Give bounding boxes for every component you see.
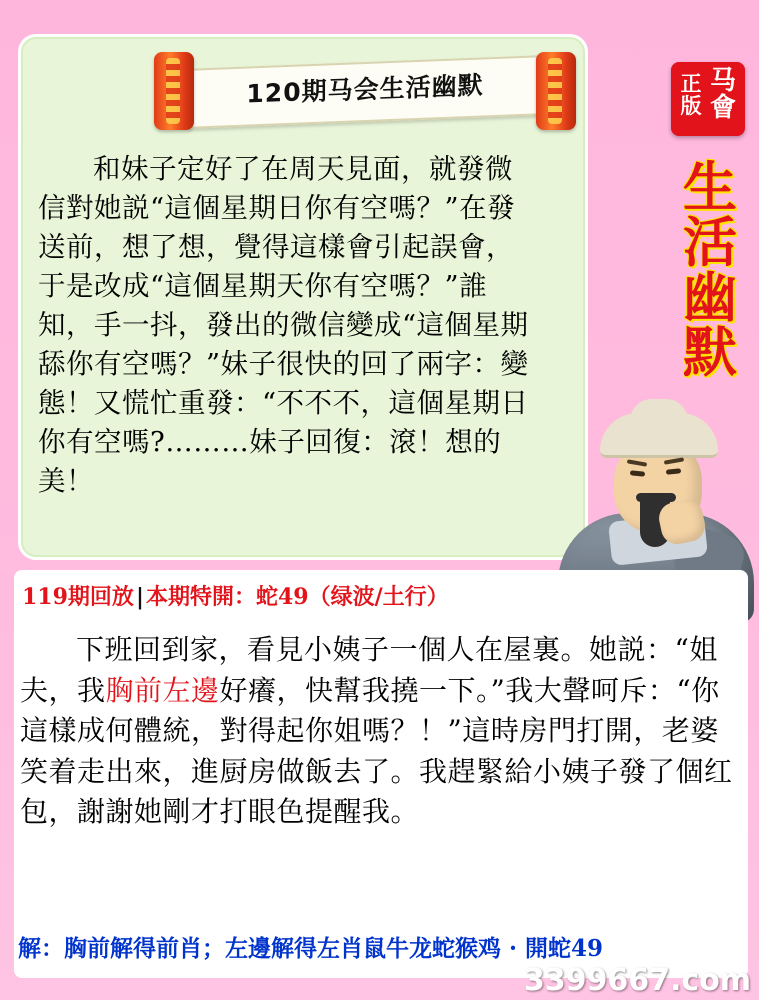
top-story-text: 和妹子定好了在周天見面，就發微信對她説“這個星期日你有空嗎？”在發送前，想了想，覺得這樣會引起誤會，于是改成“這個星期天你有空嗎？”誰知，手一抖，發出的微信變成“這個星期舔你有空嗎？”妹子很快的回了兩字：變態！又慌忙重發：“不不不，這個星期日你有空嗎?………妹子回復：滾！想的美！	[38, 153, 529, 498]
bottom-story-part1: 下班回到家，看見小姨子一個人在屋裏。她説：“姐夫，我	[20, 633, 718, 707]
bottom-story-highlight: 胸前左邊	[105, 673, 220, 707]
title-banner	[150, 48, 580, 134]
subhead-separator: |	[135, 584, 144, 610]
subhead-left-label: 119期回放	[22, 584, 134, 610]
official-stamp	[671, 62, 745, 136]
vertical-title-char-3: 默	[683, 321, 737, 385]
subhead-right-label: 本期特開：蛇49（绿波/土行）	[145, 584, 449, 610]
vertical-title	[677, 156, 743, 385]
vertical-title-char-0: 生	[683, 156, 737, 219]
figure-hat	[600, 413, 718, 458]
bottom-story-part2: 好癢，快幫我撓一下。”我大聲呵斥：“你這樣成何體統，對得起你姐嗎？！”這時房門打開，老婆笑着走出來，進厨房做飯去了。我趕緊給小姨子發了個红包，謝謝她剛才打眼色提醒我。	[20, 673, 733, 829]
stamp-line2: 马會	[709, 66, 736, 124]
site-watermark: 3399667.com	[523, 963, 751, 998]
banner-scroll-right-icon	[536, 52, 576, 130]
answer-line: 解：胸前解得前肖；左邊解得左肖鼠牛龙蛇猴鸡 · 開蛇49	[18, 935, 604, 962]
bottom-story-text	[20, 630, 734, 833]
bottom-subheader	[22, 580, 682, 610]
vertical-title-char-1: 活	[683, 211, 737, 275]
stamp-line1: 正版	[680, 72, 702, 119]
vertical-title-char-2: 幽	[683, 266, 737, 330]
banner-scroll-left-icon	[154, 52, 194, 130]
banner-title: 120期马会生活幽默	[246, 70, 484, 109]
